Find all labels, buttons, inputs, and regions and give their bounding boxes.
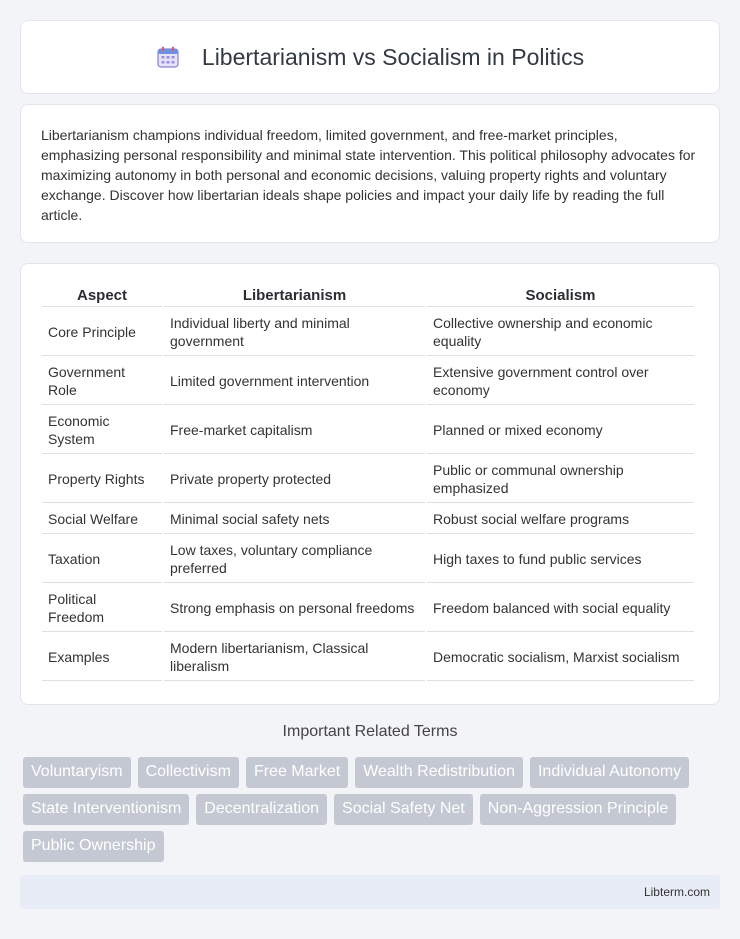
table-cell: Government Role xyxy=(42,358,162,405)
table-row xyxy=(42,634,694,681)
table-cell: Economic System xyxy=(42,407,162,454)
table-cell: Low taxes, voluntary compliance preferred xyxy=(164,536,425,583)
table-row xyxy=(42,536,694,583)
related-term-tag[interactable]: Public Ownership xyxy=(23,831,164,862)
table-cell: Planned or mixed economy xyxy=(427,407,694,454)
table-row xyxy=(42,456,694,503)
related-term-tag[interactable]: Voluntaryism xyxy=(23,757,131,788)
table-row xyxy=(42,407,694,454)
related-term-tag[interactable]: State Interventionism xyxy=(23,794,189,825)
intro-text: Libertarianism champions individual freedom, limited government, and free-market principles, emphasizing personal responsibility and minimal state intervention. This political philosophy advocates for maximizing autonomy in both personal and economic decisions, valuing property rights and voluntary exchange. Discover how libertarian ideals shape policies and impact your daily life by reading the full article. xyxy=(41,127,696,223)
table-cell: Public or communal ownership emphasized xyxy=(427,456,694,503)
header-card xyxy=(20,20,720,94)
table-cell: Political Freedom xyxy=(42,585,162,632)
header-aspect: Aspect xyxy=(42,284,162,307)
related-terms-list xyxy=(23,757,717,868)
table-cell: Individual liberty and minimal government xyxy=(164,309,425,356)
table-cell: Limited government intervention xyxy=(164,358,425,405)
footer-site-link[interactable]: Libterm.com xyxy=(643,885,710,899)
related-term-tag[interactable]: Wealth Redistribution xyxy=(355,757,523,788)
comparison-table xyxy=(40,282,696,683)
table-cell: Strong emphasis on personal freedoms xyxy=(164,585,425,632)
table-cell: Core Principle xyxy=(42,309,162,356)
table-cell: Robust social welfare programs xyxy=(427,505,694,534)
table-cell: Minimal social safety nets xyxy=(164,505,425,534)
table-row xyxy=(42,358,694,405)
table-cell: Free-market capitalism xyxy=(164,407,425,454)
table-cell: Examples xyxy=(42,634,162,681)
table-cell: Private property protected xyxy=(164,456,425,503)
table-cell: Taxation xyxy=(42,536,162,583)
table-cell: Modern libertarianism, Classical liberalism xyxy=(164,634,425,681)
related-term-tag[interactable]: Collectivism xyxy=(138,757,239,788)
table-cell: Freedom balanced with social equality xyxy=(427,585,694,632)
table-row xyxy=(42,505,694,534)
related-term-tag[interactable]: Decentralization xyxy=(196,794,327,825)
intro-card xyxy=(20,104,720,243)
comparison-card xyxy=(20,263,720,705)
related-term-tag[interactable]: Social Safety Net xyxy=(334,794,473,825)
table-cell: Extensive government control over economy xyxy=(427,358,694,405)
related-term-tag[interactable]: Free Market xyxy=(246,757,348,788)
footer xyxy=(20,875,720,909)
table-cell: Democratic socialism, Marxist socialism xyxy=(427,634,694,681)
table-cell: Collective ownership and economic equality xyxy=(427,309,694,356)
table-cell: Property Rights xyxy=(42,456,162,503)
header-libertarianism: Libertarianism xyxy=(164,284,425,307)
related-terms-title: Important Related Terms xyxy=(282,723,458,740)
related-term-tag[interactable]: Individual Autonomy xyxy=(530,757,689,788)
related-term-tag[interactable]: Non-Aggression Principle xyxy=(480,794,677,825)
page-title: Libertarianism vs Socialism in Politics xyxy=(201,43,585,70)
table-cell: Social Welfare xyxy=(42,505,162,534)
table-row xyxy=(42,309,694,356)
table-header-row xyxy=(42,284,694,307)
calendar-icon xyxy=(156,45,180,69)
table-row xyxy=(42,585,694,632)
table-cell: High taxes to fund public services xyxy=(427,536,694,583)
header-socialism: Socialism xyxy=(427,284,694,307)
